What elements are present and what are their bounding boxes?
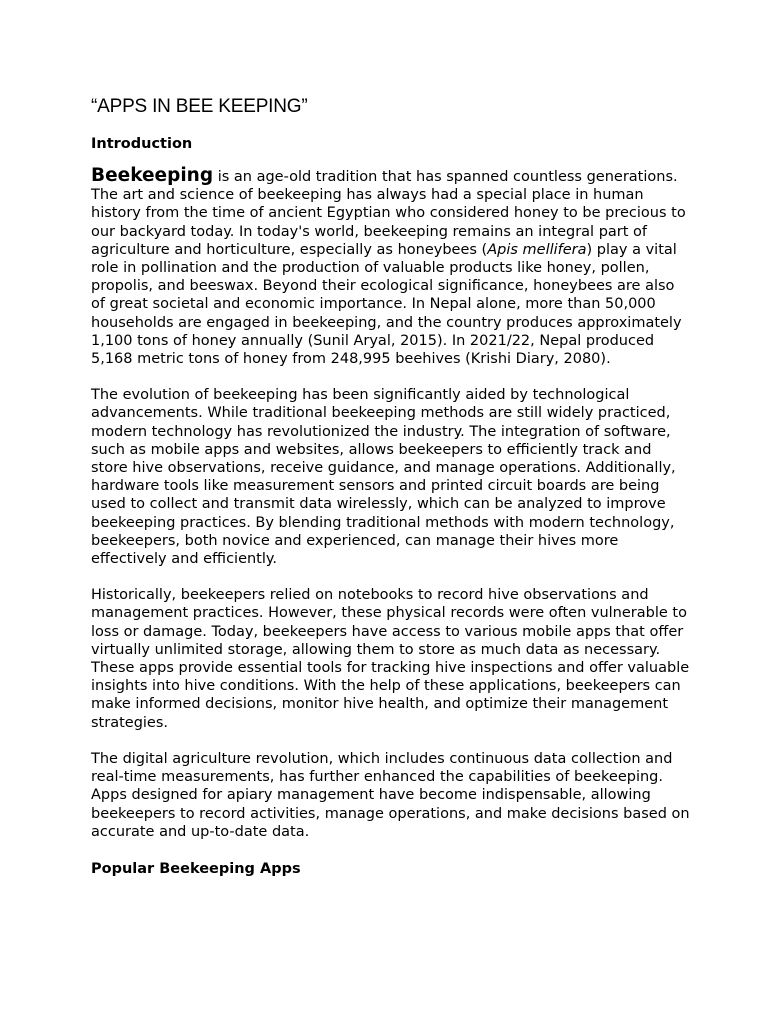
lead-word: Beekeeping: [91, 165, 214, 186]
intro-text-part-2: ) play a vital role in pollination and the production of valuable products like honey, pollen, propolis, and beeswax. Beyond their ecological significance, honeybees are also of great societal and economic importance. In Nepal alone, more than 50,000 households are engaged in beekeeping, and the country produces approximately 1,100 tons of honey annually (Sunil Aryal, 2015). In 2021/22, Nepal produced 5,168 metric tons of honey from 248,995 beehives (Krishi Diary, 2080).: [91, 241, 682, 368]
intro-text-part-1: is an age-old tradition that has spanned countless generations. The art and science of beekeeping has always had a special place in human history from the time of ancient Egyptian who considered honey to be precious to our backyard today. In today's world, beekeeping remains an integral part of agriculture and horticulture, especially as honeybees (: [91, 169, 686, 258]
species-name: Apis mellifera: [487, 241, 587, 258]
intro-paragraph: [91, 167, 691, 368]
document-title: “APPS IN BEE KEEPING”: [91, 96, 308, 117]
popular-apps-heading: Popular Beekeeping Apps: [91, 860, 301, 877]
technology-paragraph: The evolution of beekeeping has been significantly aided by technological advancements. While traditional beekeeping methods are still widely practiced, modern technology has revolutionized the industry. The integration of software, such as mobile apps and websites, allows beekeepers to efficiently track and store hive observations, receive guidance, and manage operations. Additionally, hardware tools like measurement sensors and printed circuit boards are being used to collect and transmit data wirelessly, which can be analyzed to improve beekeeping practices. By blending traditional methods with modern technology, beekeepers, both novice and experienced, can manage their hives more effectively and efficiently.: [91, 387, 676, 568]
document-page: [91, 94, 691, 892]
digital-agriculture-paragraph: The digital agriculture revolution, which includes continuous data collection and real-time measurements, has further enhanced the capabilities of beekeeping. Apps designed for apiary management have become indispensable, allowing beekeepers to record activities, manage operations, and make decisions based on accurate and up-to-date data.: [91, 750, 690, 840]
history-paragraph: Historically, beekeepers relied on notebooks to record hive observations and management practices. However, these physical records were often vulnerable to loss or damage. Today, beekeepers have access to various mobile apps that offer virtually unlimited storage, allowing them to store as much data as necessary. These apps provide essential tools for tracking hive inspections and offer valuable insights into hive conditions. With the help of these applications, beekeepers can make informed decisions, monitor hive health, and optimize their management strategies.: [91, 587, 690, 731]
introduction-heading: Introduction: [91, 136, 193, 152]
